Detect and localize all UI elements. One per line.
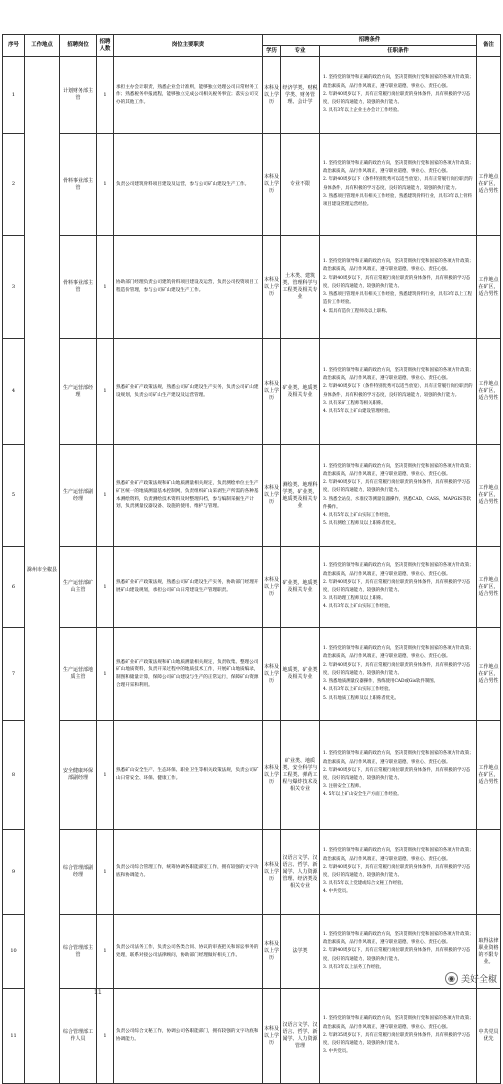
row-count: 1 (97, 57, 114, 134)
table-row (3, 134, 501, 236)
table-row (3, 547, 501, 628)
row-post: 骨料事业部主管 (60, 236, 97, 339)
row-duties: 熟悉矿业矿产政策法规，熟悉公司矿山建设生产实务，负责公司矿山建设规划，负责公司矿山生产建设及运营管理。 (114, 339, 263, 445)
row-education: 本科及以上学历 (263, 721, 281, 830)
row-requirements: 1. 坚持党的领导和正确的政治方向，坚决贯彻执行党和国家的各项方针政策；政治素质高，品行作风端正，遵守职业道德，事业心、责任心强。 2. 年龄40周岁以下，具有正常履行岗位职责的身体条件，具有积极的学习态度，良好的沟通能力，较强的执行能力。 3. 熟悉项目管理并具有相关工作经验，熟悉建筑骨料行业，具有3年以上工程造价工作经验。 4. 需具有造价工程师及以上职称。 (320, 236, 477, 339)
row-post: 生产运营部经理 (60, 339, 97, 445)
row-remark (477, 57, 501, 134)
row-education: 本科及以上学历 (263, 547, 281, 628)
row-post: 生产运营部副经理 (60, 445, 97, 547)
row-requirements: 1. 坚持党的领导和正确的政治方向，坚决贯彻执行党和国家的各项方针政策；政治素质高，品行作风端正，遵守职业道德，事业心、责任心强。 2. 年龄40周岁以下，具有正常履行岗位职责的身体条件，具有积极的学习态度，良好的沟通能力，较强的执行能力。 3. 具有助理工程师及以上职称。 4. 具有3年以上矿山实际工作经验。 (320, 547, 477, 628)
row-major: 汉语言文学、汉语言、哲学、新闻学、人力资源管理、经济类及相关专业 (281, 830, 320, 915)
row-seq: 9 (3, 830, 25, 915)
header-count: 招聘人数 (97, 35, 114, 57)
row-major: 地质类、矿业类及相关专业 (281, 628, 320, 721)
row-requirements: 1. 坚持党的领导和正确的政治方向，坚决贯彻执行党和国家的各项方针政策；政治素质高，品行作风端正，遵守职业道德，事业心、责任心强。 2. 年龄40周岁以下，具有正常履行岗位职责的身体条件，具有积极的学习态度，良好的沟通能力，较强的执行能力。 3. 注册安全工程师。 4. 5年以上矿山安全生产方面工作经验。 (320, 721, 477, 830)
row-duties: 熟悉矿业矿产政策法规和矿山地质测量相关规定，负责测绘单位主生产矿区统一的地质测量基本控制网，负责组织矿山采剥生产所需的各种基本测绘资料，负责测绘技术资料及时整理归档，参与编制采掘生产计划，负责测量仪器设备、设施的使用、维护与管理。 (114, 445, 263, 547)
row-requirements: 1. 坚持党的领导和正确的政治方向，坚决贯彻执行党和国家的各项方针政策；政治素质高，品行作风端正，遵守职业道德，事业心、责任心强。 2. 年龄40周岁以下（条件特别优秀可以适当放宽），具有正常履行岗位职责的身体条件，具有积极的学习态度，良好的沟通能力，较强的执行能力。 3. 熟悉项目管理并具有相关工作经验，熟悉建筑骨料行业，具有3年以上骨料项目建设管理运营经验。 (320, 134, 477, 236)
row-major: 汉语言文学、汉语言、哲学、新闻学、人力资源管理 (281, 989, 320, 1084)
row-count: 1 (97, 134, 114, 236)
row-count: 1 (97, 339, 114, 445)
table-row (3, 236, 501, 339)
row-count: 1 (97, 989, 114, 1084)
row-seq: 8 (3, 721, 25, 830)
table-row (3, 445, 501, 547)
row-education: 本科及以上学历 (263, 989, 281, 1084)
row-count: 1 (97, 547, 114, 628)
table-row (3, 57, 501, 134)
table-row (3, 830, 501, 915)
row-remark: 中共党员优先 (477, 989, 501, 1084)
row-duties: 负责公司法务工作，负责公司各类合同、协议的审查把关和诉讼事务的处理，联系对接公司法律顾问，协助部门经理做好相关工作。 (114, 915, 263, 989)
row-education: 本科及以上学历 (263, 830, 281, 915)
row-seq: 7 (3, 628, 25, 721)
row-education: 本科及以上学历 (263, 339, 281, 445)
location-cell: 滁州市全椒县 (25, 57, 60, 1084)
row-seq: 1 (3, 57, 25, 134)
row-duties: 负责公司建筑骨料项目建设及运营，参与公司矿山建设生产工作。 (114, 134, 263, 236)
row-remark: 工作地点在矿区，适合男性 (477, 547, 501, 628)
row-seq: 6 (3, 547, 25, 628)
row-seq: 2 (3, 134, 25, 236)
row-major: 矿业类、地质类及相关专业 (281, 547, 320, 628)
row-remark: 取得法律职业资格的不限专业。 (477, 915, 501, 989)
recruitment-table (2, 34, 501, 1084)
row-seq: 11 (3, 989, 25, 1084)
header-post: 招聘岗位 (60, 35, 97, 57)
row-count: 1 (97, 445, 114, 547)
row-post: 综合管理部工作人员 (60, 989, 97, 1084)
row-requirements: 1. 坚持党的领导和正确的政治方向，坚决贯彻执行党和国家的各项方针政策；政治素质高，品行作风端正，遵守职业道德，事业心、责任心强。 2. 年龄40周岁以下，具有正常履行岗位职责的身体条件，具有积极的学习态度，良好的沟通能力，较强的执行能力。 3. 具有3年以上法务工作经验。 (320, 915, 477, 989)
page-footer: 11 (94, 989, 102, 996)
row-major: 经济学类、财税学类、财务管理、会计学 (281, 57, 320, 134)
row-duties: 负责公司综合管理工作，统筹协调各职能部室工作，拥有较强的文字功底和协调能力。 (114, 830, 263, 915)
row-post: 安全健康环保部副经理 (60, 721, 97, 830)
row-post: 综合管理部副经理 (60, 830, 97, 915)
row-major: 测绘类、地理科学类、矿业类、地质类及相关专业 (281, 445, 320, 547)
wechat-icon: ◉ (445, 972, 458, 985)
row-post: 综合管理部主管 (60, 915, 97, 989)
row-seq: 4 (3, 339, 25, 445)
row-major: 专业不限 (281, 134, 320, 236)
header-education: 学历 (263, 46, 281, 57)
row-requirements: 1. 坚持党的领导和正确的政治方向，坚决贯彻执行党和国家的各项方针政策；政治素质高，品行作风端正，遵守职业道德，事业心、责任心强。 2. 年龄40周岁以下，具有正常履行岗位职责的身体条件，具有积极的学习态度，良好的沟通能力，较强的执行能力。 3. 熟悉地质测量仪器操作，熟练使用CAD或Gis软件制图。 4. 具有3年以上矿山实际工作经验。 5. 具有地质工程师及以上职称者优先。 (320, 628, 477, 721)
header-seq: 序号 (3, 35, 25, 57)
header-location: 工作地点 (25, 35, 60, 57)
table-row (3, 628, 501, 721)
row-duties: 熟悉矿业矿产政策法规，熟悉公司矿山建设生产实务，协助部门经理开展矿山建设规划，承担公司矿山日常建设生产管理职责。 (114, 547, 263, 628)
header-conditions: 招聘条件 (263, 35, 477, 46)
header-major: 专业 (281, 46, 320, 57)
row-major: 法学类 (281, 915, 320, 989)
row-remark: 工作地点在矿区，适合男性 (477, 339, 501, 445)
row-post: 骨料事业部主管 (60, 134, 97, 236)
row-count: 1 (97, 830, 114, 915)
row-duties: 协助部门经理负责公司建筑骨料项目建设及运营，负责公司投资项目工程造价管理，参与公司矿山建设生产工作。 (114, 236, 263, 339)
watermark (445, 972, 497, 985)
header-duties: 岗位主要职责 (114, 35, 263, 57)
table-row (3, 989, 501, 1084)
row-education: 本科及以上学历 (263, 134, 281, 236)
row-duties: 负责公司综合文秘工作，协调公司各职能部门，拥有较强的文字功底和协调能力。 (114, 989, 263, 1084)
row-education: 本科及以上学历 (263, 915, 281, 989)
table-row (3, 339, 501, 445)
row-requirements: 1. 坚持党的领导和正确的政治方向，坚决贯彻执行党和国家的各项方针政策；政治素质高，品行作风端正，遵守职业道德，事业心、责任心强。 2. 年龄40周岁以下，具有正常履行岗位职责的身体条件，具有积极的学习态度，良好的沟通能力，较强的执行能力。 3. 具有3年以上企业主办会计工作经验。 (320, 57, 477, 134)
table-row (3, 915, 501, 989)
row-requirements: 1. 坚持党的领导和正确的政治方向，坚决贯彻执行党和国家的各项方针政策；政治素质高，品行作风端正，遵守职业道德，事业心、责任心强。 2. 年龄35周岁以下，具有正常履行岗位职责的身体条件，具有积极的学习态度，良好的沟通能力，较强的执行能力。 3. 中共党员。 (320, 989, 477, 1084)
row-major: 土木类、建筑类、管理科学与工程类及相关专业 (281, 236, 320, 339)
row-education: 本科及以上学历 (263, 445, 281, 547)
row-count: 1 (97, 628, 114, 721)
header-remark: 备注 (477, 35, 501, 57)
row-education: 本科及以上学历 (263, 236, 281, 339)
row-count: 1 (97, 721, 114, 830)
table-row (3, 721, 501, 830)
row-requirements: 1. 坚持党的领导和正确的政治方向，坚决贯彻执行党和国家的各项方针政策；政治素质高，品行作风端正，遵守职业道德，事业心、责任心强。 2. 年龄40周岁以下（条件特别优秀可以适当放宽），具有正常履行岗位职责的身体条件，具有积极的学习态度，良好的沟通能力，较强的执行能力。 3. 具有采矿工程师等相关职称。 4. 具有5年以上矿山建设管理经验。 (320, 339, 477, 445)
header-qualifications: 任职条件 (320, 46, 477, 57)
row-post: 生产运营部地质主管 (60, 628, 97, 721)
row-remark: 工作地点在矿区，适合男性 (477, 628, 501, 721)
row-remark: 工作地点在矿区，适合男性 (477, 236, 501, 339)
row-duties: 承担主办会计职责，熟悉企业会计准则，能够独立处理公司日常财务工作；熟悉税务申报流程，能够独立完成公司相关税务事宜；落实公司交办的其他工作。 (114, 57, 263, 134)
row-count: 1 (97, 236, 114, 339)
row-remark: 工作地点在矿区，适合男性 (477, 721, 501, 830)
row-post: 计划财务部主管 (60, 57, 97, 134)
row-remark: 工作地点在矿区，适合男性 (477, 445, 501, 547)
row-count: 1 (97, 915, 114, 989)
row-education: 本科及以上学历 (263, 628, 281, 721)
row-remark (477, 830, 501, 915)
row-major: 矿业类、地质类及相关专业 (281, 339, 320, 445)
row-remark: 工作地点在矿区，适合男性 (477, 134, 501, 236)
row-education: 本科及以上学历 (263, 57, 281, 134)
row-seq: 5 (3, 445, 25, 547)
row-duties: 熟悉矿业矿产政策法规和矿山地质测量相关规定，负责收集、整理公司矿山地质资料，负责开采过程中的地质技术工作，开展矿山地质编录，制图和储量计算，保障公司矿山建设与生产的正常运行，保障矿山资源合理开采和利用。 (114, 628, 263, 721)
row-seq: 10 (3, 915, 25, 989)
row-seq: 3 (3, 236, 25, 339)
row-post: 生产运营部矿山主管 (60, 547, 97, 628)
row-requirements: 1. 坚持党的领导和正确的政治方向，坚决贯彻执行党和国家的各项方针政策；政治素质高，品行作风端正，遵守职业道德，事业心、责任心强。 2. 年龄40周岁以下，具有正常履行岗位职责的身体条件，具有积极的学习态度，良好的沟通能力，较强的执行能力。 3. 具有5年以上党建或综合文秘工作经验。 4. 中共党员。 (320, 830, 477, 915)
watermark-text: 美好全椒 (460, 975, 497, 985)
row-requirements: 1. 坚持党的领导和正确的政治方向，坚决贯彻执行党和国家的各项方针政策；政治素质高，品行作风端正，遵守职业道德，事业心、责任心强。 2. 年龄40周岁以下，具有正常履行岗位职责的身体条件，具有积极的学习态度，良好的沟通能力，较强的执行能力。 3. 熟悉全站仪、水准仪等测量仪器操作，熟悉CAD、CASS、MAPGIS等软件操作。 4. 具有5年以上矿山实际工作经验。 5. 具有测绘工程师及以上职称者优先。 (320, 445, 477, 547)
row-duties: 熟悉矿山安全生产、生态环保、职业卫生等相关政策法规，负责公司矿山日常安全、环保、健康工作。 (114, 721, 263, 830)
row-major: 矿业类、地质类、安全科学与工程类、弹药工程与爆炸技术及相关专业 (281, 721, 320, 830)
